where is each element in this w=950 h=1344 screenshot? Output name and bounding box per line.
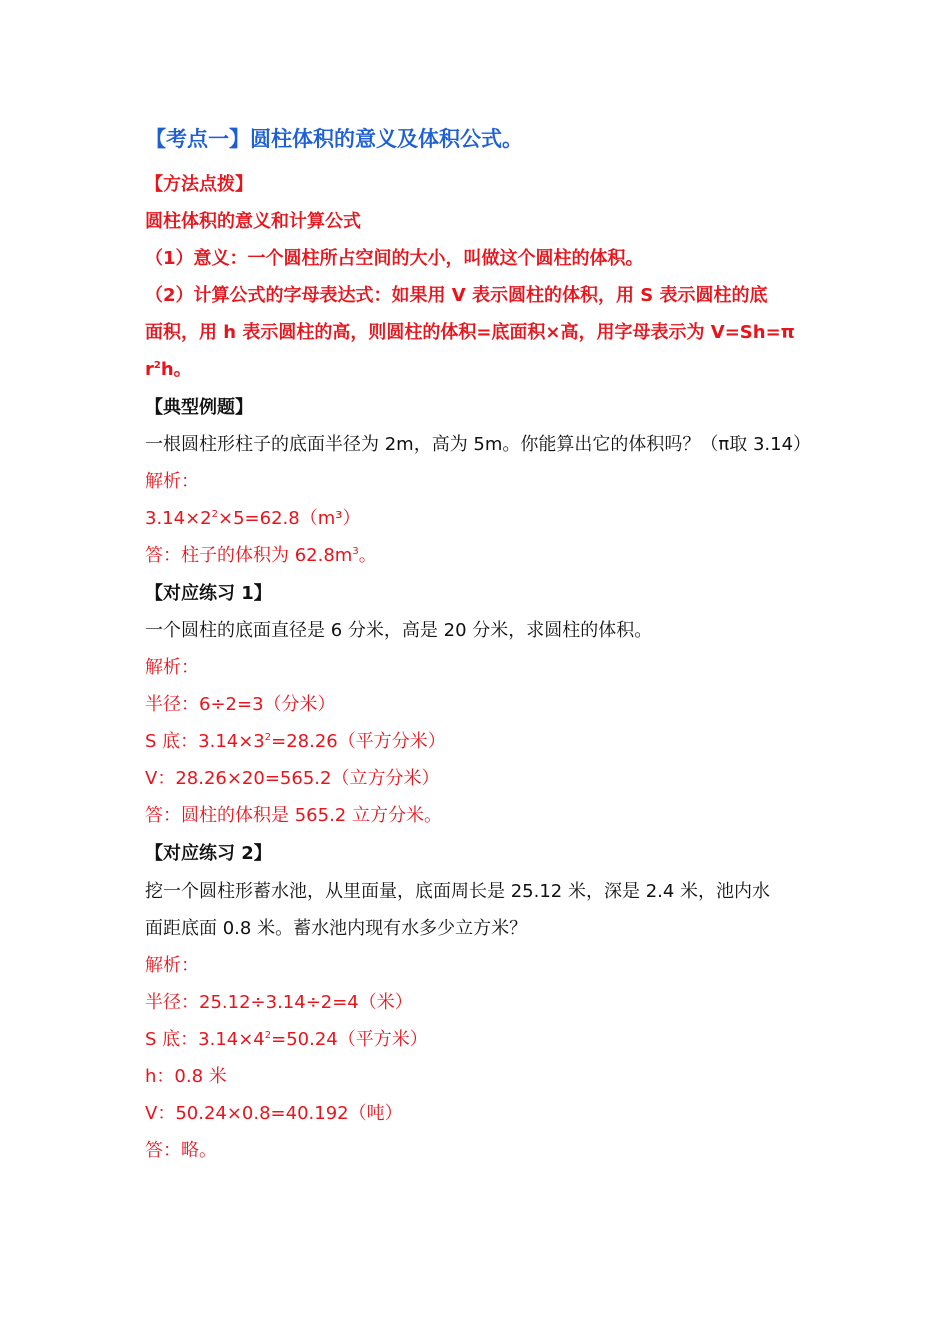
exercise2-question-line1: 挖一个圆柱形蓄水池，从里面量，底面周长是 25.12 米，深是 2.4 米，池内水: [145, 881, 771, 902]
exercise2-height: h：0.8 米: [145, 1066, 227, 1087]
exercise2-answer: 答：略。: [145, 1140, 217, 1161]
section-heading: 【考点一】圆柱体积的意义及体积公式。: [145, 127, 523, 151]
method-formula-line2: 面积，用 h 表示圆柱的高，则圆柱的体积=底面积×高，用字母表示为 V=Sh=π: [145, 322, 795, 343]
example-answer: 答：柱子的体积为 $62.8m^3$。: [145, 545, 377, 566]
example-calculation: $3.14\times 2^2\times 5=62.8(m^3)$: [145, 508, 361, 529]
method-subtitle: 圆柱体积的意义和计算公式: [145, 211, 361, 232]
exercise2-base-area: S 底：$3.14\times 4^2=50.24$（平方米）: [145, 1029, 428, 1050]
exercise1-answer: 答：圆柱的体积是 565.2 立方分米。: [145, 805, 442, 826]
method-label: 【方法点拨】: [145, 174, 253, 195]
exercise2-volume: V：50.24×0.8=40.192（吨）: [145, 1103, 403, 1124]
exercise2-radius: 半径：25.12÷3.14÷2=4（米）: [145, 992, 413, 1013]
method-formula-line3: $r^2h$。: [145, 359, 192, 380]
method-meaning: （1）意义：一个圆柱所占空间的大小，叫做这个圆柱的体积。: [145, 248, 644, 269]
example-question: 一根圆柱形柱子的底面半径为 2m，高为 5m。你能算出它的体积吗？（π取 3.14）: [145, 434, 812, 455]
exercise1-label: 【对应练习 1】: [145, 583, 272, 604]
method-formula-line1: （2）计算公式的字母表达式：如果用 V 表示圆柱的体积，用 S 表示圆柱的底: [145, 285, 768, 306]
example-analysis-label: 解析：: [145, 471, 199, 492]
exercise1-radius: 半径：6÷2=3（分米）: [145, 694, 336, 715]
exercise2-label: 【对应练习 2】: [145, 843, 272, 864]
exercise2-analysis-label: 解析：: [145, 955, 199, 976]
exercise1-analysis-label: 解析：: [145, 657, 199, 678]
exercise1-volume: V：28.26×20=565.2（立方分米）: [145, 768, 440, 789]
example-label: 【典型例题】: [145, 397, 253, 418]
exercise1-question: 一个圆柱的底面直径是 6 分米，高是 20 分米，求圆柱的体积。: [145, 620, 653, 641]
exercise1-base-area: S 底：$3.14\times 3^2=28.26$（平方分米）: [145, 731, 446, 752]
exercise2-question-line2: 面距底面 0.8 米。蓄水池内现有水多少立方米？: [145, 918, 528, 939]
